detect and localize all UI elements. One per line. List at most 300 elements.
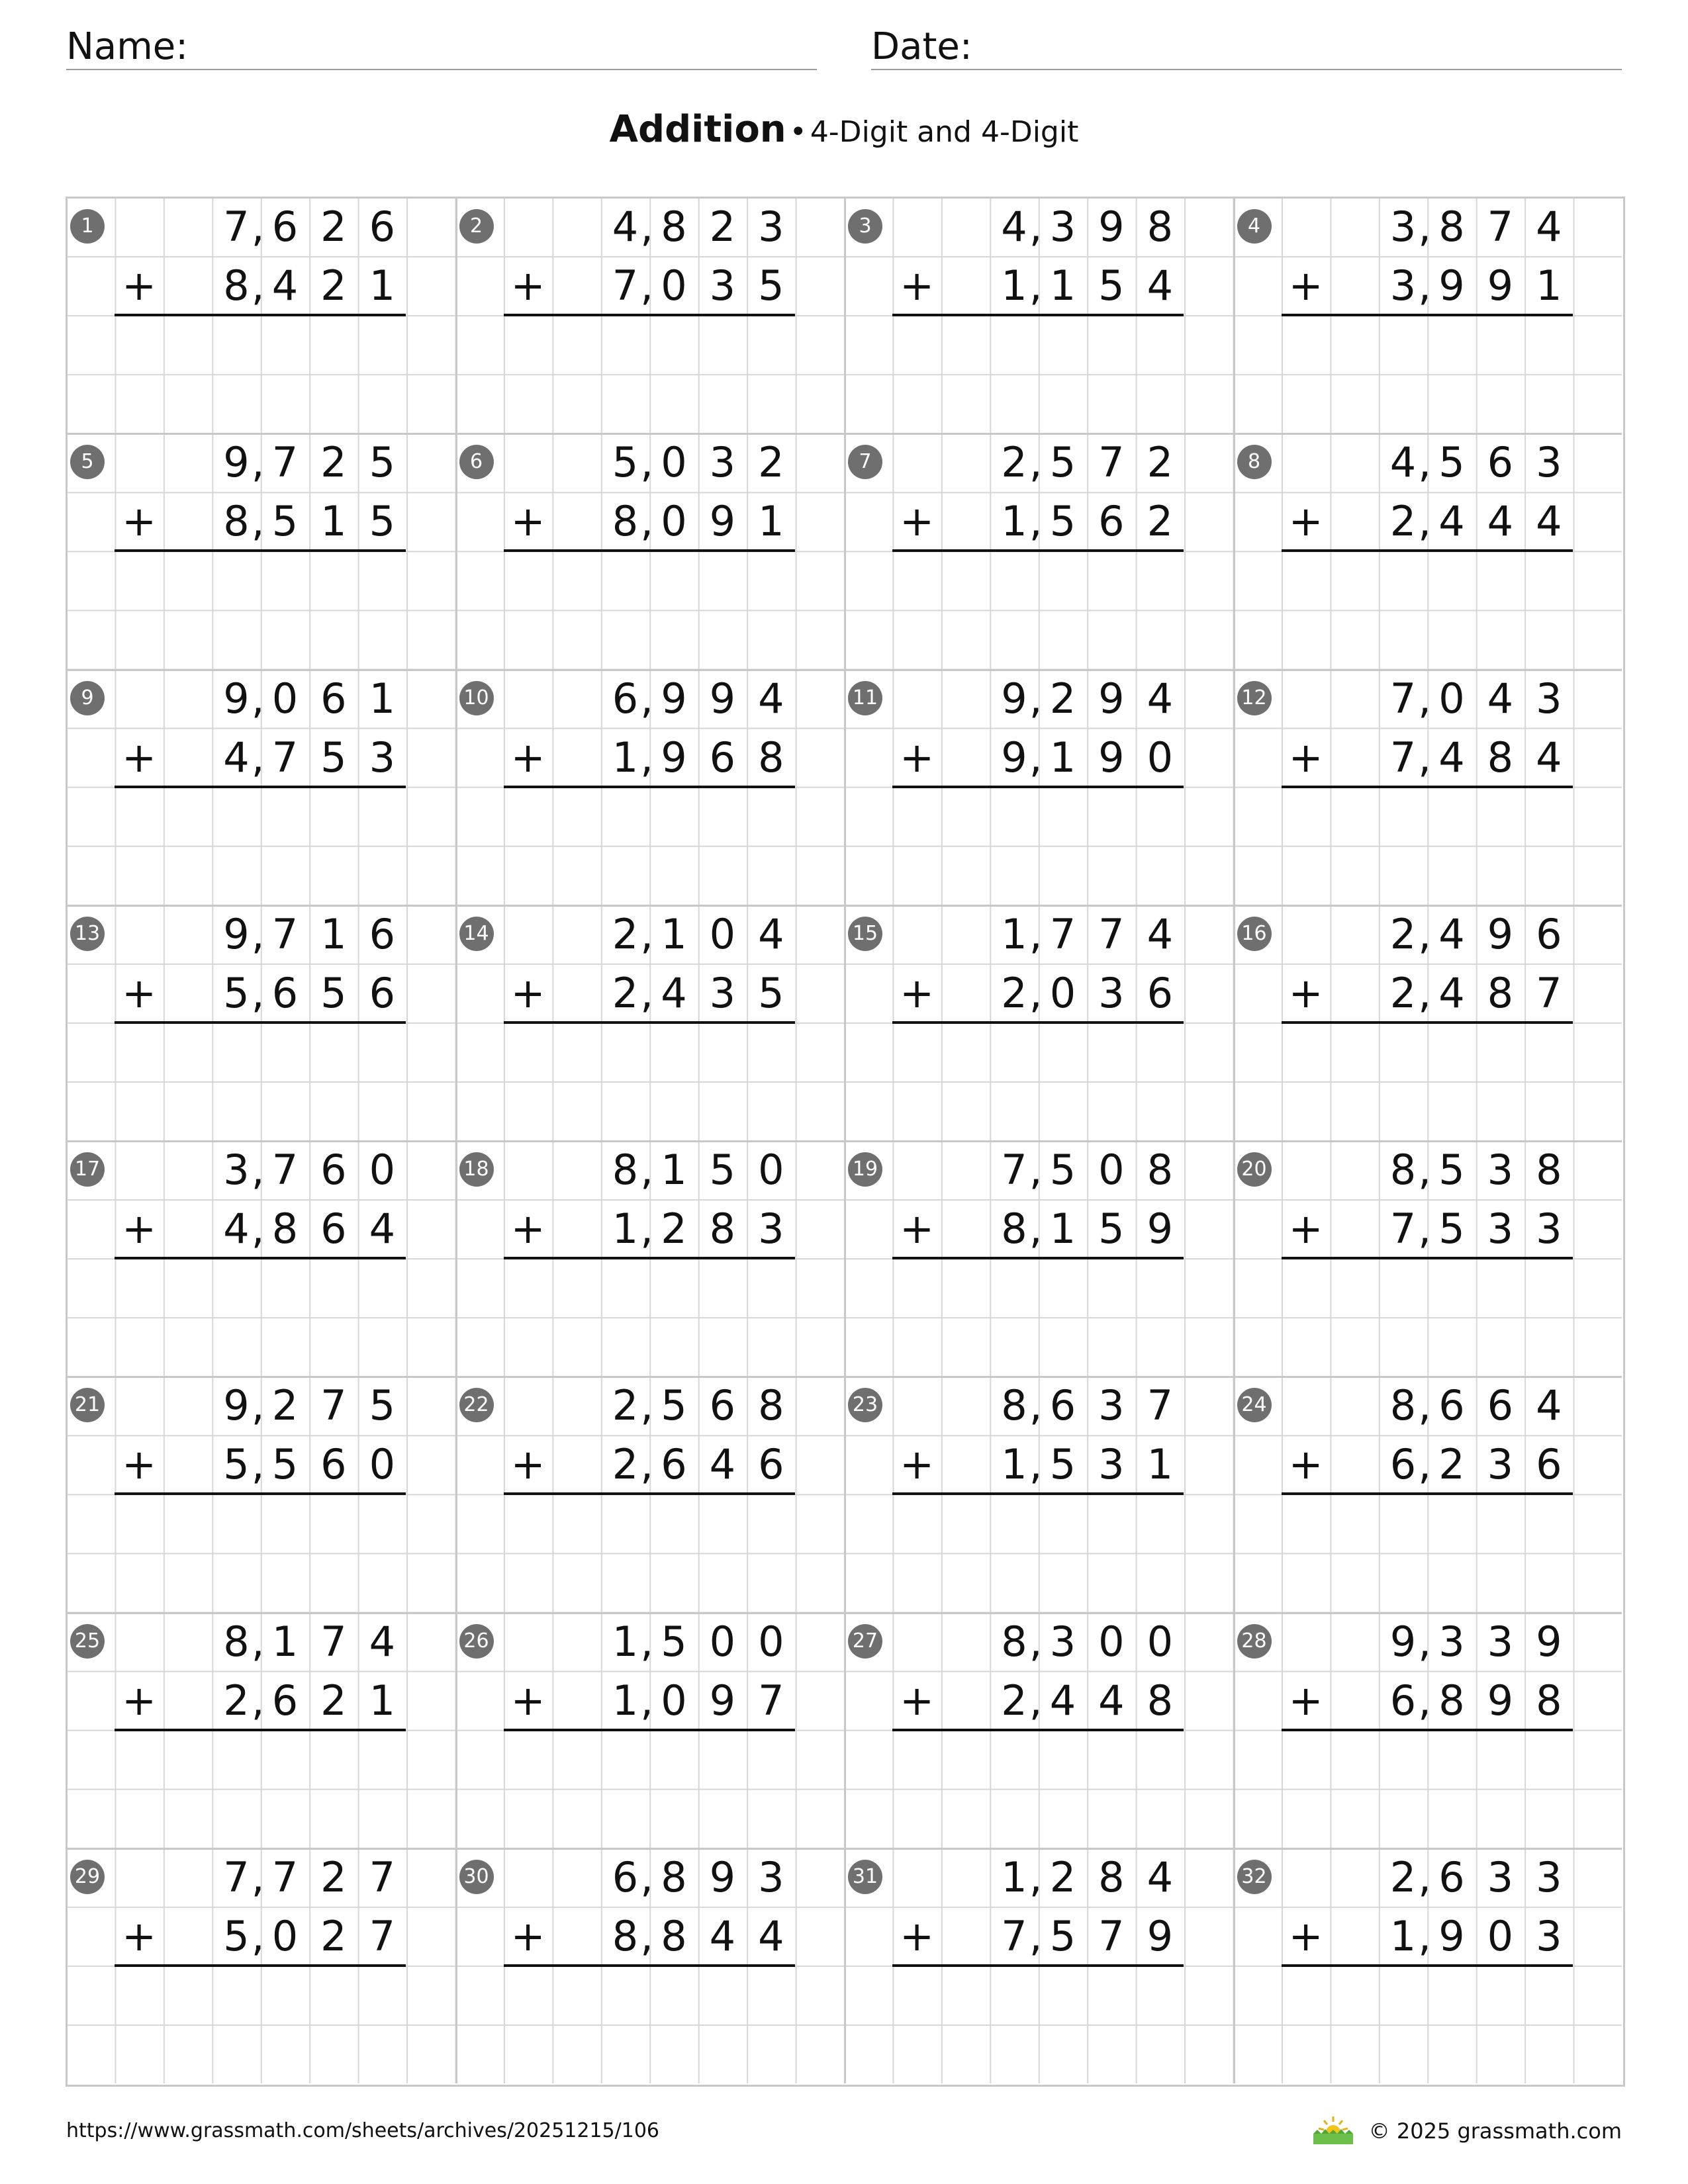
problem-divider [844, 1612, 846, 1848]
digit: 9 [709, 674, 736, 723]
digit: 2 [1389, 497, 1417, 546]
digit: 3 [1098, 968, 1125, 1017]
digit: 5 [1049, 1440, 1076, 1489]
digit: 0 [1438, 674, 1465, 723]
digit: 0 [661, 261, 687, 310]
digit: 1 [271, 1617, 299, 1666]
digit: 1 [1001, 1440, 1027, 1489]
thousands-comma: , [1418, 1852, 1431, 1901]
addition-problem [66, 905, 455, 1140]
digit: 8 [1536, 1146, 1562, 1194]
thousands-comma: , [640, 1381, 653, 1430]
digit: 7 [271, 1146, 299, 1194]
digit: 8 [612, 1146, 639, 1194]
digit: 3 [1098, 1381, 1125, 1430]
addition-problem [844, 905, 1233, 1140]
sum-line [892, 1257, 1184, 1259]
digit: 0 [1147, 733, 1174, 782]
problem-number: 6 [459, 445, 494, 479]
digit: 2 [612, 909, 639, 958]
addition-problem [1233, 669, 1622, 905]
digit: 8 [1487, 733, 1514, 782]
digit: 6 [758, 1440, 784, 1489]
digit: 9 [1438, 1911, 1465, 1960]
digit: 0 [661, 497, 687, 546]
addition-problem [1233, 905, 1622, 1140]
digit: 3 [1536, 1205, 1562, 1253]
thousands-comma: , [1029, 968, 1043, 1017]
problem-number: 3 [848, 209, 882, 244]
digit: 0 [758, 1146, 784, 1194]
digit: 4 [758, 909, 784, 958]
addition-problem [455, 669, 845, 905]
digit: 0 [709, 1617, 736, 1666]
digit: 4 [1147, 1852, 1174, 1901]
digit: 3 [369, 733, 396, 782]
addition-problem [455, 1848, 845, 2083]
digit: 9 [1536, 1617, 1562, 1666]
digit: 6 [320, 1440, 347, 1489]
problem-number: 9 [70, 681, 105, 715]
sum-line [1282, 1492, 1573, 1495]
sum-line [1282, 549, 1573, 552]
problem-divider [1233, 433, 1235, 668]
addition-problem [844, 1140, 1233, 1376]
thousands-comma: , [1418, 438, 1431, 487]
sum-line [504, 549, 795, 552]
problem-grid [66, 197, 1622, 2083]
thousands-comma: , [1418, 203, 1431, 251]
sum-line [1282, 786, 1573, 788]
digit: 7 [758, 1676, 784, 1725]
plus-sign: + [122, 1440, 157, 1489]
digit: 8 [661, 203, 687, 251]
digit: 0 [369, 1146, 396, 1194]
thousands-comma: , [1029, 1146, 1043, 1194]
digit: 4 [1536, 733, 1562, 782]
digit: 3 [709, 438, 736, 487]
thousands-comma: , [640, 1440, 653, 1489]
sum-line [1282, 1257, 1573, 1259]
thousands-comma: , [1029, 497, 1043, 546]
digit: 9 [1487, 261, 1514, 310]
digit: 9 [661, 674, 687, 723]
digit: 3 [1536, 674, 1562, 723]
plus-sign: + [900, 733, 935, 782]
digit: 6 [1098, 497, 1125, 546]
digit: 7 [369, 1911, 396, 1960]
digit: 7 [1536, 968, 1562, 1017]
digit: 7 [1098, 438, 1125, 487]
thousands-comma: , [640, 909, 653, 958]
sum-line [115, 1964, 406, 1967]
sum-line [115, 1021, 406, 1024]
addition-problem [66, 1848, 455, 2083]
digit: 5 [709, 1146, 736, 1194]
digit: 5 [1049, 1146, 1076, 1194]
digit: 5 [1049, 497, 1076, 546]
problem-divider [844, 669, 846, 905]
digit: 5 [223, 1440, 250, 1489]
digit: 5 [612, 438, 639, 487]
digit: 3 [758, 1205, 784, 1253]
digit: 3 [1438, 1617, 1465, 1666]
digit: 2 [1001, 438, 1027, 487]
digit: 0 [1147, 1617, 1174, 1666]
name-label: Name: [66, 25, 189, 68]
addition-problem [455, 905, 845, 1140]
plus-sign: + [122, 968, 157, 1017]
problem-number: 29 [70, 1860, 105, 1894]
addition-problem [66, 197, 455, 433]
thousands-comma: , [251, 1205, 265, 1253]
digit: 7 [369, 1852, 396, 1901]
digit: 7 [271, 1852, 299, 1901]
digit: 7 [320, 1381, 347, 1430]
digit: 0 [661, 1676, 687, 1725]
digit: 8 [223, 261, 250, 310]
plus-sign: + [900, 1440, 935, 1489]
digit: 7 [1098, 1911, 1125, 1960]
digit: 2 [1389, 909, 1417, 958]
digit: 6 [369, 909, 396, 958]
sum-line [892, 549, 1184, 552]
problem-divider [844, 1140, 846, 1376]
problem-number: 19 [848, 1152, 882, 1187]
digit: 8 [1147, 1676, 1174, 1725]
digit: 5 [223, 968, 250, 1017]
digit: 9 [709, 1852, 736, 1901]
digit: 9 [1147, 1205, 1174, 1253]
digit: 6 [1487, 438, 1514, 487]
problem-number: 20 [1237, 1152, 1272, 1187]
thousands-comma: , [1418, 909, 1431, 958]
digit: 9 [223, 1381, 250, 1430]
plus-sign: + [510, 1676, 545, 1725]
digit: 6 [1147, 968, 1174, 1017]
digit: 8 [661, 1852, 687, 1901]
problem-number: 31 [848, 1860, 882, 1894]
digit: 3 [1389, 261, 1417, 310]
digit: 9 [1487, 1676, 1514, 1725]
digit: 7 [1049, 909, 1076, 958]
digit: 0 [271, 1911, 299, 1960]
digit: 1 [369, 674, 396, 723]
plus-sign: + [1288, 1440, 1323, 1489]
plus-sign: + [122, 1205, 157, 1253]
digit: 2 [709, 203, 736, 251]
digit: 8 [1098, 1852, 1125, 1901]
digit: 4 [1438, 733, 1465, 782]
digit: 6 [369, 203, 396, 251]
thousands-comma: , [640, 674, 653, 723]
digit: 8 [1487, 968, 1514, 1017]
digit: 6 [271, 968, 299, 1017]
thousands-comma: , [640, 438, 653, 487]
sum-line [892, 1492, 1184, 1495]
digit: 0 [369, 1440, 396, 1489]
digit: 2 [1147, 438, 1174, 487]
plus-sign: + [900, 1205, 935, 1253]
digit: 5 [369, 438, 396, 487]
digit: 4 [1438, 909, 1465, 958]
digit: 4 [758, 674, 784, 723]
thousands-comma: , [251, 203, 265, 251]
addition-problem [455, 197, 845, 433]
addition-problem [844, 1376, 1233, 1612]
sum-line [115, 314, 406, 316]
thousands-comma: , [640, 1205, 653, 1253]
addition-problem [1233, 1140, 1622, 1376]
thousands-comma: , [251, 1617, 265, 1666]
digit: 0 [1098, 1617, 1125, 1666]
digit: 5 [271, 497, 299, 546]
thousands-comma: , [1418, 1617, 1431, 1666]
digit: 9 [1487, 909, 1514, 958]
digit: 3 [223, 1146, 250, 1194]
digit: 4 [1147, 674, 1174, 723]
digit: 8 [1001, 1381, 1027, 1430]
thousands-comma: , [640, 1146, 653, 1194]
name-line [66, 69, 817, 70]
thousands-comma: , [640, 1911, 653, 1960]
digit: 9 [1001, 674, 1027, 723]
sum-line [892, 1964, 1184, 1967]
digit: 1 [1536, 261, 1562, 310]
digit: 4 [271, 261, 299, 310]
digit: 2 [1049, 674, 1076, 723]
thousands-comma: , [1029, 261, 1043, 310]
thousands-comma: , [1029, 438, 1043, 487]
sum-line [115, 786, 406, 788]
addition-problem [1233, 1848, 1622, 2083]
digit: 6 [369, 968, 396, 1017]
digit: 1 [612, 1205, 639, 1253]
digit: 6 [1389, 1440, 1417, 1489]
sum-line [504, 1729, 795, 1731]
plus-sign: + [900, 1911, 935, 1960]
digit: 7 [1098, 909, 1125, 958]
digit: 4 [1487, 674, 1514, 723]
date-line [871, 69, 1622, 70]
problem-number: 16 [1237, 917, 1272, 951]
thousands-comma: , [1418, 1911, 1431, 1960]
thousands-comma: , [1029, 1617, 1043, 1666]
problem-number: 4 [1237, 209, 1272, 244]
digit: 8 [1001, 1205, 1027, 1253]
digit: 2 [1389, 968, 1417, 1017]
digit: 7 [1389, 674, 1417, 723]
thousands-comma: , [251, 497, 265, 546]
digit: 2 [320, 1676, 347, 1725]
plus-sign: + [122, 497, 157, 546]
digit: 5 [320, 733, 347, 782]
addition-problem [455, 433, 845, 668]
thousands-comma: , [640, 1852, 653, 1901]
digit: 5 [1438, 1146, 1465, 1194]
digit: 7 [223, 1852, 250, 1901]
digit: 5 [1098, 261, 1125, 310]
digit: 9 [1389, 1617, 1417, 1666]
problem-number: 24 [1237, 1388, 1272, 1422]
sum-line [1282, 1021, 1573, 1024]
thousands-comma: , [1029, 1205, 1043, 1253]
sum-line [892, 1021, 1184, 1024]
digit: 3 [1049, 1617, 1076, 1666]
thousands-comma: , [640, 733, 653, 782]
digit: 8 [1147, 1146, 1174, 1194]
digit: 2 [320, 1911, 347, 1960]
problem-number: 15 [848, 917, 882, 951]
sum-line [504, 1021, 795, 1024]
problem-divider [844, 905, 846, 1140]
digit: 4 [758, 1911, 784, 1960]
digit: 0 [1487, 1911, 1514, 1960]
digit: 5 [369, 497, 396, 546]
thousands-comma: , [251, 909, 265, 958]
sum-line [892, 314, 1184, 316]
problem-divider [844, 433, 846, 668]
digit: 6 [1049, 1381, 1076, 1430]
thousands-comma: , [251, 674, 265, 723]
problem-number: 13 [70, 917, 105, 951]
problem-divider [1233, 1376, 1235, 1612]
thousands-comma: , [251, 1852, 265, 1901]
grass-sun-logo-icon [1309, 2114, 1357, 2148]
digit: 8 [271, 1205, 299, 1253]
digit: 7 [271, 733, 299, 782]
plus-sign: + [900, 261, 935, 310]
sum-line [1282, 1964, 1573, 1967]
digit: 1 [1049, 733, 1076, 782]
digit: 0 [271, 674, 299, 723]
problem-number: 11 [848, 681, 882, 715]
thousands-comma: , [251, 1440, 265, 1489]
thousands-comma: , [251, 1146, 265, 1194]
digit: 7 [612, 261, 639, 310]
problem-number: 5 [70, 445, 105, 479]
thousands-comma: , [1418, 1676, 1431, 1725]
problem-number: 28 [1237, 1624, 1272, 1659]
addition-problem [844, 669, 1233, 905]
digit: 9 [709, 497, 736, 546]
plus-sign: + [122, 1676, 157, 1725]
digit: 8 [612, 497, 639, 546]
thousands-comma: , [1418, 1146, 1431, 1194]
digit: 1 [1049, 261, 1076, 310]
digit: 1 [1389, 1911, 1417, 1960]
digit: 1 [1001, 909, 1027, 958]
date-field[interactable] [871, 24, 1622, 70]
digit: 3 [1487, 1440, 1514, 1489]
digit: 4 [1389, 438, 1417, 487]
digit: 7 [1389, 733, 1417, 782]
digit: 2 [1001, 968, 1027, 1017]
digit: 8 [758, 1381, 784, 1430]
addition-problem [844, 197, 1233, 433]
digit: 3 [709, 968, 736, 1017]
thousands-comma: , [1418, 674, 1431, 723]
digit: 6 [320, 1205, 347, 1253]
digit: 2 [271, 1381, 299, 1430]
sum-line [892, 786, 1184, 788]
digit: 4 [1438, 497, 1465, 546]
digit: 7 [1147, 1381, 1174, 1430]
digit: 2 [612, 1440, 639, 1489]
addition-problem [66, 669, 455, 905]
digit: 6 [612, 674, 639, 723]
digit: 4 [709, 1440, 736, 1489]
thousands-comma: , [640, 261, 653, 310]
problem-divider [1233, 905, 1235, 1140]
digit: 2 [758, 438, 784, 487]
problem-divider [455, 197, 457, 433]
sum-line [1282, 314, 1573, 316]
thousands-comma: , [1029, 1676, 1043, 1725]
digit: 3 [1536, 1911, 1562, 1960]
problem-divider [455, 1140, 457, 1376]
digit: 3 [1487, 1205, 1514, 1253]
problem-divider [1233, 1140, 1235, 1376]
thousands-comma: , [1029, 1381, 1043, 1430]
thousands-comma: , [251, 438, 265, 487]
digit: 9 [223, 674, 250, 723]
digit: 0 [1098, 1146, 1125, 1194]
sum-line [115, 1257, 406, 1259]
digit: 1 [1049, 1205, 1076, 1253]
digit: 3 [758, 1852, 784, 1901]
digit: 8 [1389, 1381, 1417, 1430]
digit: 3 [758, 203, 784, 251]
digit: 4 [612, 203, 639, 251]
plus-sign: + [510, 261, 545, 310]
problem-number: 17 [70, 1152, 105, 1187]
digit: 4 [223, 733, 250, 782]
digit: 0 [661, 438, 687, 487]
thousands-comma: , [251, 1911, 265, 1960]
digit: 1 [369, 261, 396, 310]
digit: 8 [661, 1911, 687, 1960]
addition-problem [455, 1376, 845, 1612]
problem-number: 18 [459, 1152, 494, 1187]
digit: 2 [1147, 497, 1174, 546]
digit: 8 [709, 1205, 736, 1253]
digit: 5 [661, 1381, 687, 1430]
addition-problem [66, 1140, 455, 1376]
digit: 8 [1536, 1676, 1562, 1725]
problem-divider [455, 669, 457, 905]
problem-divider [844, 1376, 846, 1612]
plus-sign: + [900, 968, 935, 1017]
copyright: © 2025 grassmath.com [1368, 2118, 1622, 2144]
digit: 1 [369, 1676, 396, 1725]
digit: 2 [1438, 1440, 1465, 1489]
thousands-comma: , [640, 497, 653, 546]
footer-brand [1309, 2113, 1622, 2150]
digit: 5 [758, 968, 784, 1017]
digit: 8 [1001, 1617, 1027, 1666]
thousands-comma: , [1418, 1381, 1431, 1430]
problem-divider [455, 905, 457, 1140]
sum-line [504, 1257, 795, 1259]
digit: 1 [1001, 497, 1027, 546]
thousands-comma: , [1418, 733, 1431, 782]
plus-sign: + [510, 1205, 545, 1253]
digit: 7 [1389, 1205, 1417, 1253]
addition-problem [66, 1376, 455, 1612]
digit: 4 [223, 1205, 250, 1253]
name-field[interactable] [66, 24, 817, 70]
